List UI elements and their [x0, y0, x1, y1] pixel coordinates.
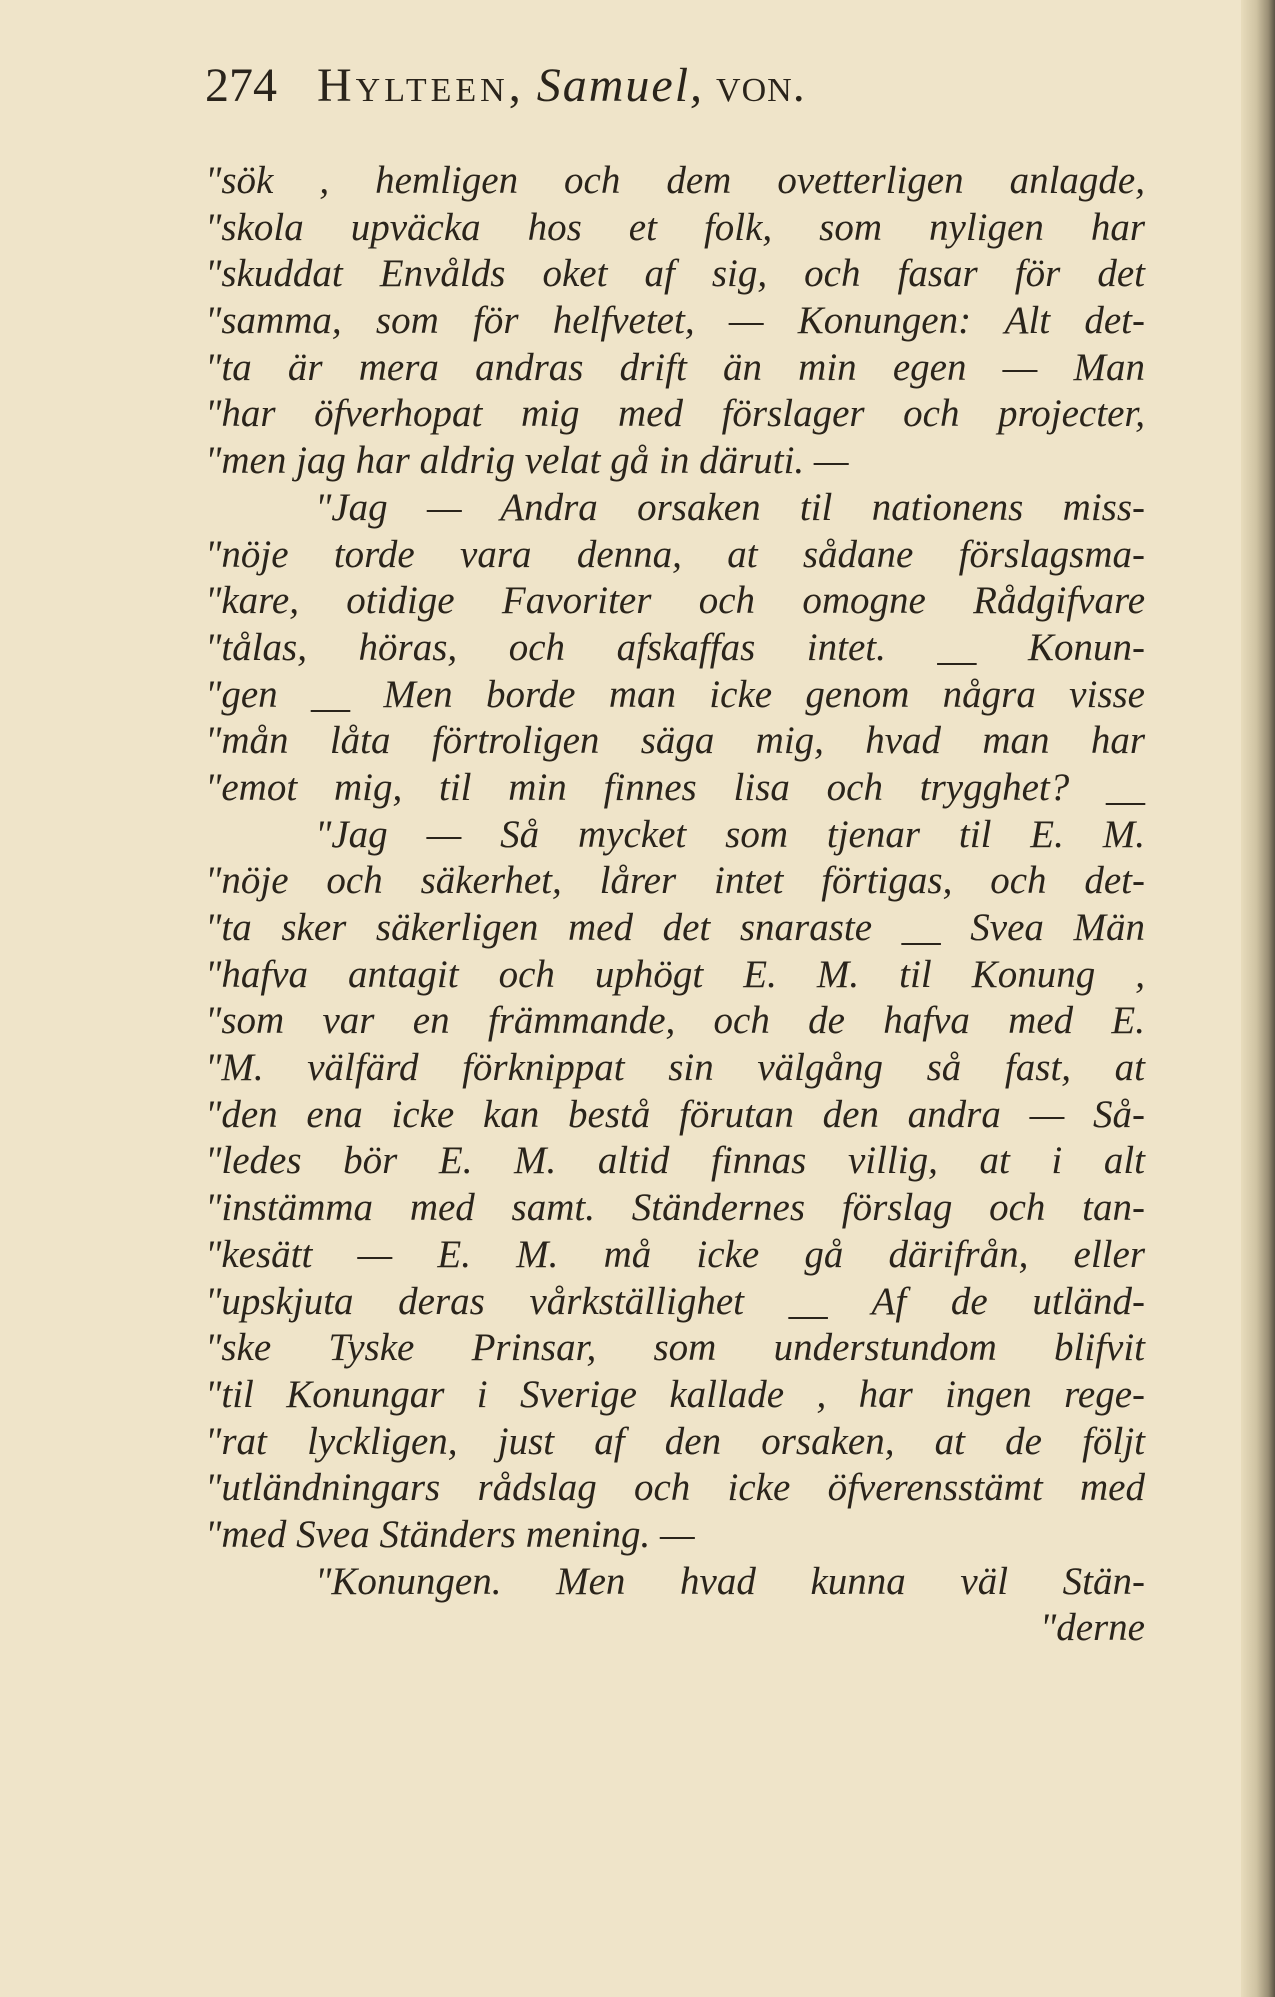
text-line: "kesätt — E. M. må icke gå därifrån, eller: [205, 1232, 1145, 1276]
text-line: "utländningars rådslag och icke öfverensstämt med: [205, 1466, 1145, 1510]
text-line: "nöje och säkerhet, lårer intet förtigas, och det-: [205, 859, 1145, 903]
text-line: "den ena icke kan bestå förutan den andra — Så-: [205, 1092, 1145, 1136]
text-line: "ta sker säkerligen med det snaraste __ Svea Män: [205, 906, 1145, 949]
text-line: "M. välfärd förknippat sin välgång så fast, at: [205, 1046, 1145, 1090]
text-line: "rat lyckligen, just af den orsaken, at de följt: [205, 1419, 1145, 1463]
text-line: "men jag har aldrig velat gå in däruti. —: [205, 439, 849, 483]
book-spine-shadow: [1241, 0, 1275, 1997]
page-body-text: [205, 158, 1145, 1652]
text-line: "nöje torde vara denna, at sådane förslagsma-: [205, 532, 1145, 576]
text-line: "som var en främmande, och de hafva med E.: [205, 999, 1145, 1043]
text-line: "med Svea Ständers mening. —: [205, 1512, 695, 1556]
text-line: "emot mig, til min finnes lisa och trygghet? __: [205, 765, 1145, 809]
text-line: "mån låta förtroligen säga mig, hvad man har: [205, 719, 1145, 763]
text-line: "har öfverhopat mig med förslager och projecter,: [205, 392, 1145, 436]
text-line: "upskjuta deras vårkställighet __ Af de utländ-: [205, 1279, 1145, 1323]
text-line: "tålas, höras, och afskaffas intet. __ Konun-: [205, 625, 1145, 669]
text-line: "hafva antagit och uphögt E. M. til Konung ,: [205, 952, 1145, 996]
catchword: "derne: [1039, 1606, 1145, 1650]
text-line: "Konungen. Men hvad kunna väl Stän-: [315, 1559, 1145, 1603]
text-line: "samma, som för helfvetet, — Konungen: Alt det-: [205, 299, 1145, 343]
header-given-name: Samuel,: [536, 59, 705, 112]
page-number: 274: [205, 59, 277, 112]
text-line: "Jag — Andra orsaken til nationens miss-: [315, 485, 1145, 529]
text-line: "ledes bör E. M. altid finnas villig, at i alt: [205, 1139, 1145, 1183]
text-line: "ske Tyske Prinsar, som understundom blifvit: [205, 1326, 1145, 1370]
text-line: "sök , hemligen och dem ovetterligen anlagde,: [205, 159, 1145, 202]
text-line: "kare, otidige Favoriter och omogne Rådgifvare: [205, 579, 1145, 623]
text-line: "gen __ Men borde man icke genom några visse: [205, 672, 1145, 716]
text-line: "Jag — Så mycket som tjenar til E. M.: [315, 812, 1145, 856]
text-line: "skuddat Envålds oket af sig, och fasar för det: [205, 252, 1145, 296]
text-line: "skola upväcka hos et folk, som nyligen har: [205, 205, 1145, 249]
header-suffix: von.: [716, 59, 806, 112]
running-header: [205, 58, 1105, 113]
text-line: "ta är mera andras drift än min egen — Man: [205, 345, 1145, 389]
text-line: "instämma med samt. Ständernes förslag och tan-: [205, 1186, 1145, 1230]
text-line: "til Konungar i Sverige kallade , har ingen rege-: [205, 1372, 1145, 1416]
header-surname: Hylteen,: [317, 59, 525, 112]
